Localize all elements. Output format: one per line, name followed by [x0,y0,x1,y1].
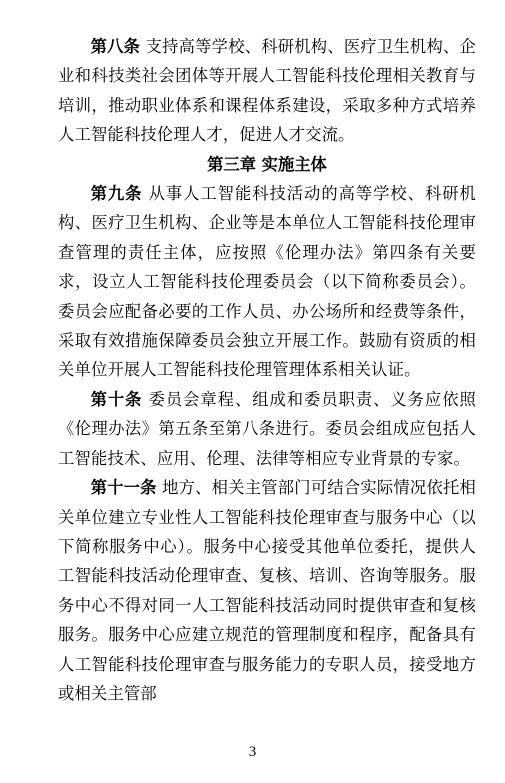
article-9-paragraph [58,179,476,385]
article-8-text: 支持高等学校、科研机构、医疗卫生机构、企业和科技类社会团体等开展人工智能科技伦理相关教育与培训，推动职业体系和课程体系建设，采取多种方式培养人工智能科技伦理人才，促进人才交流。 [58,37,476,145]
article-8-label: 第八条 [90,37,141,56]
chapter-3-heading: 第三章 实施主体 [207,154,327,174]
article-11-text: 地方、相关主管部门可结合实际情况依托相关单位建立专业性人工智能科技伦理审查与服务中心（以下简称服务中心）。服务中心接受其他单位委托，提供人工智能科技活动伦理审查、复核、培训、咨询等服务。服务中心不得对同一人工智能科技活动同时提供审查和复核服务。服务中心应建立规范的管理制度和程序，配备具有人工智能科技伦理审查与服务能力的专职人员，接受地方或相关主管部 [58,478,476,703]
article-10-label: 第十条 [90,389,143,409]
page-number: 3 [248,744,257,760]
article-9-label: 第九条 [90,184,143,204]
article-10-text: 委员会章程、组成和委员职责、义务应依照《伦理办法》第五条至第八条进行。委员会组成应包括人工智能技术、应用、伦理、法律等相应专业背景的专家。 [58,389,476,468]
article-11-paragraph [58,473,476,708]
article-9-text: 从事人工智能科技活动的高等学校、科研机构、医疗卫生机构、企业等是本单位人工智能科技伦理审查管理的责任主体，应按照《伦理办法》第四条有关要求，设立人工智能科技伦理委员会（以下简称委员会）。委员会应配备必要的工作人员、办公场所和经费等条件，采取有效措施保障委员会独立开展工作。鼓励有资质的相关单位开展人工智能科技伦理管理体系相关认证。 [58,184,476,380]
document-body [58,32,476,708]
article-11-label: 第十一条 [90,478,157,498]
article-10-paragraph [58,385,476,473]
article-8-paragraph [58,32,476,150]
